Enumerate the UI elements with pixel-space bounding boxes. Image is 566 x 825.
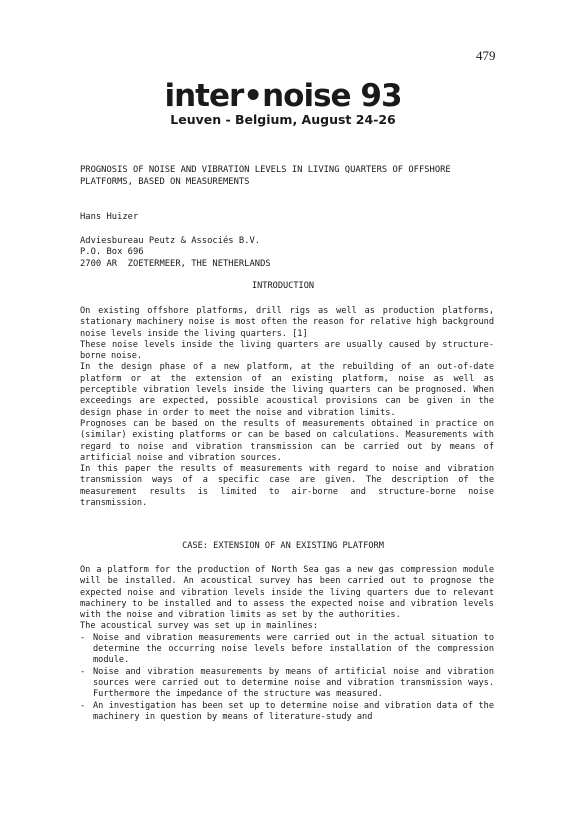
bullet-text: Noise and vibration measurements were carried out in the actual situation to determine the occurring noise levels before installation of the compression module. xyxy=(93,632,494,666)
paragraph: On a platform for the production of North Sea gas a new gas compression module will be installed. An acoustical survey has been carried out to prognose the expected noise and vibration levels inside the living quarters due to relevant machinery to be installed and to assess the expected noise and vibration levels with the noise and vibration limits as set by the authorities. xyxy=(80,565,494,621)
conference-subtitle: Leuven - Belgium, August 24-26 xyxy=(170,112,396,127)
paragraph: In this paper the results of measurements with regard to noise and vibration transmission ways of a specific case are given. The description of the measurement results is limited to air-borne and structure-borne noise transmission. xyxy=(80,464,494,509)
conference-logo-title: inter•noise 93 xyxy=(164,78,402,114)
paragraph: Prognoses can be based on the results of measurements obtained in practice on (similar) existing platforms or can be based on calculations. Measurements with regard to noise and vibration transmission can be carried out by means of artificial noise and vibration sources. xyxy=(80,418,494,463)
bullet-text: Noise and vibration measurements by means of artificial noise and vibration sources were carried out to determine noise and vibration transmission ways. Furthermore the impedance of the structure was measured. xyxy=(93,666,494,700)
bullet-item xyxy=(80,667,494,701)
paragraph: These noise levels inside the living quarters are usually caused by structure-borne noise. xyxy=(80,339,494,362)
affiliation-line: P.O. Box 696 xyxy=(80,247,144,258)
affiliation xyxy=(80,236,271,270)
paragraph: In the design phase of a new platform, at the rebuilding of an out-of-date platform or at the extension of an existing platform, noise as well as perceptible vibration levels inside the living quarters can be prognosed. When exceedings are expected, possible acoustical provisions can be given in the design phase in order to meet the noise and vibration limits. xyxy=(80,362,494,418)
bullet-text: An investigation has been set up to determine noise and vibration data of the machinery in question by means of literature-study and xyxy=(93,700,494,722)
bullet-dash: - xyxy=(80,632,86,643)
bullet-item xyxy=(80,633,494,667)
paragraph: The acoustical survey was set up in mainlines: xyxy=(80,621,318,632)
bullet-dash: - xyxy=(80,666,86,677)
bullet-dash: - xyxy=(80,700,86,711)
affiliation-line: Adviesbureau Peutz & Associés B.V. xyxy=(80,236,261,246)
introduction-heading: INTRODUCTION xyxy=(251,281,315,291)
affiliation-line: 2700 AR ZOETERMEER, THE NETHERLANDS xyxy=(80,258,271,269)
author-name: Hans Huizer xyxy=(80,212,139,222)
bullet-item xyxy=(80,701,494,724)
case-body xyxy=(80,565,494,723)
page-number: 479 xyxy=(476,48,496,63)
case-heading: CASE: EXTENSION OF AN EXISTING PLATFORM xyxy=(182,541,384,551)
introduction-body xyxy=(80,306,494,509)
paragraph: On existing offshore platforms, drill rigs as well as production platforms, stationary machinery noise is most often the reason for relative high background noise levels inside the living quarters. [1] xyxy=(80,306,494,339)
paper-title: PROGNOSIS OF NOISE AND VIBRATION LEVELS IN LIVING QUARTERS OF OFFSHORE PLATFORMS, BASED ON MEASUREMENTS xyxy=(80,165,451,187)
